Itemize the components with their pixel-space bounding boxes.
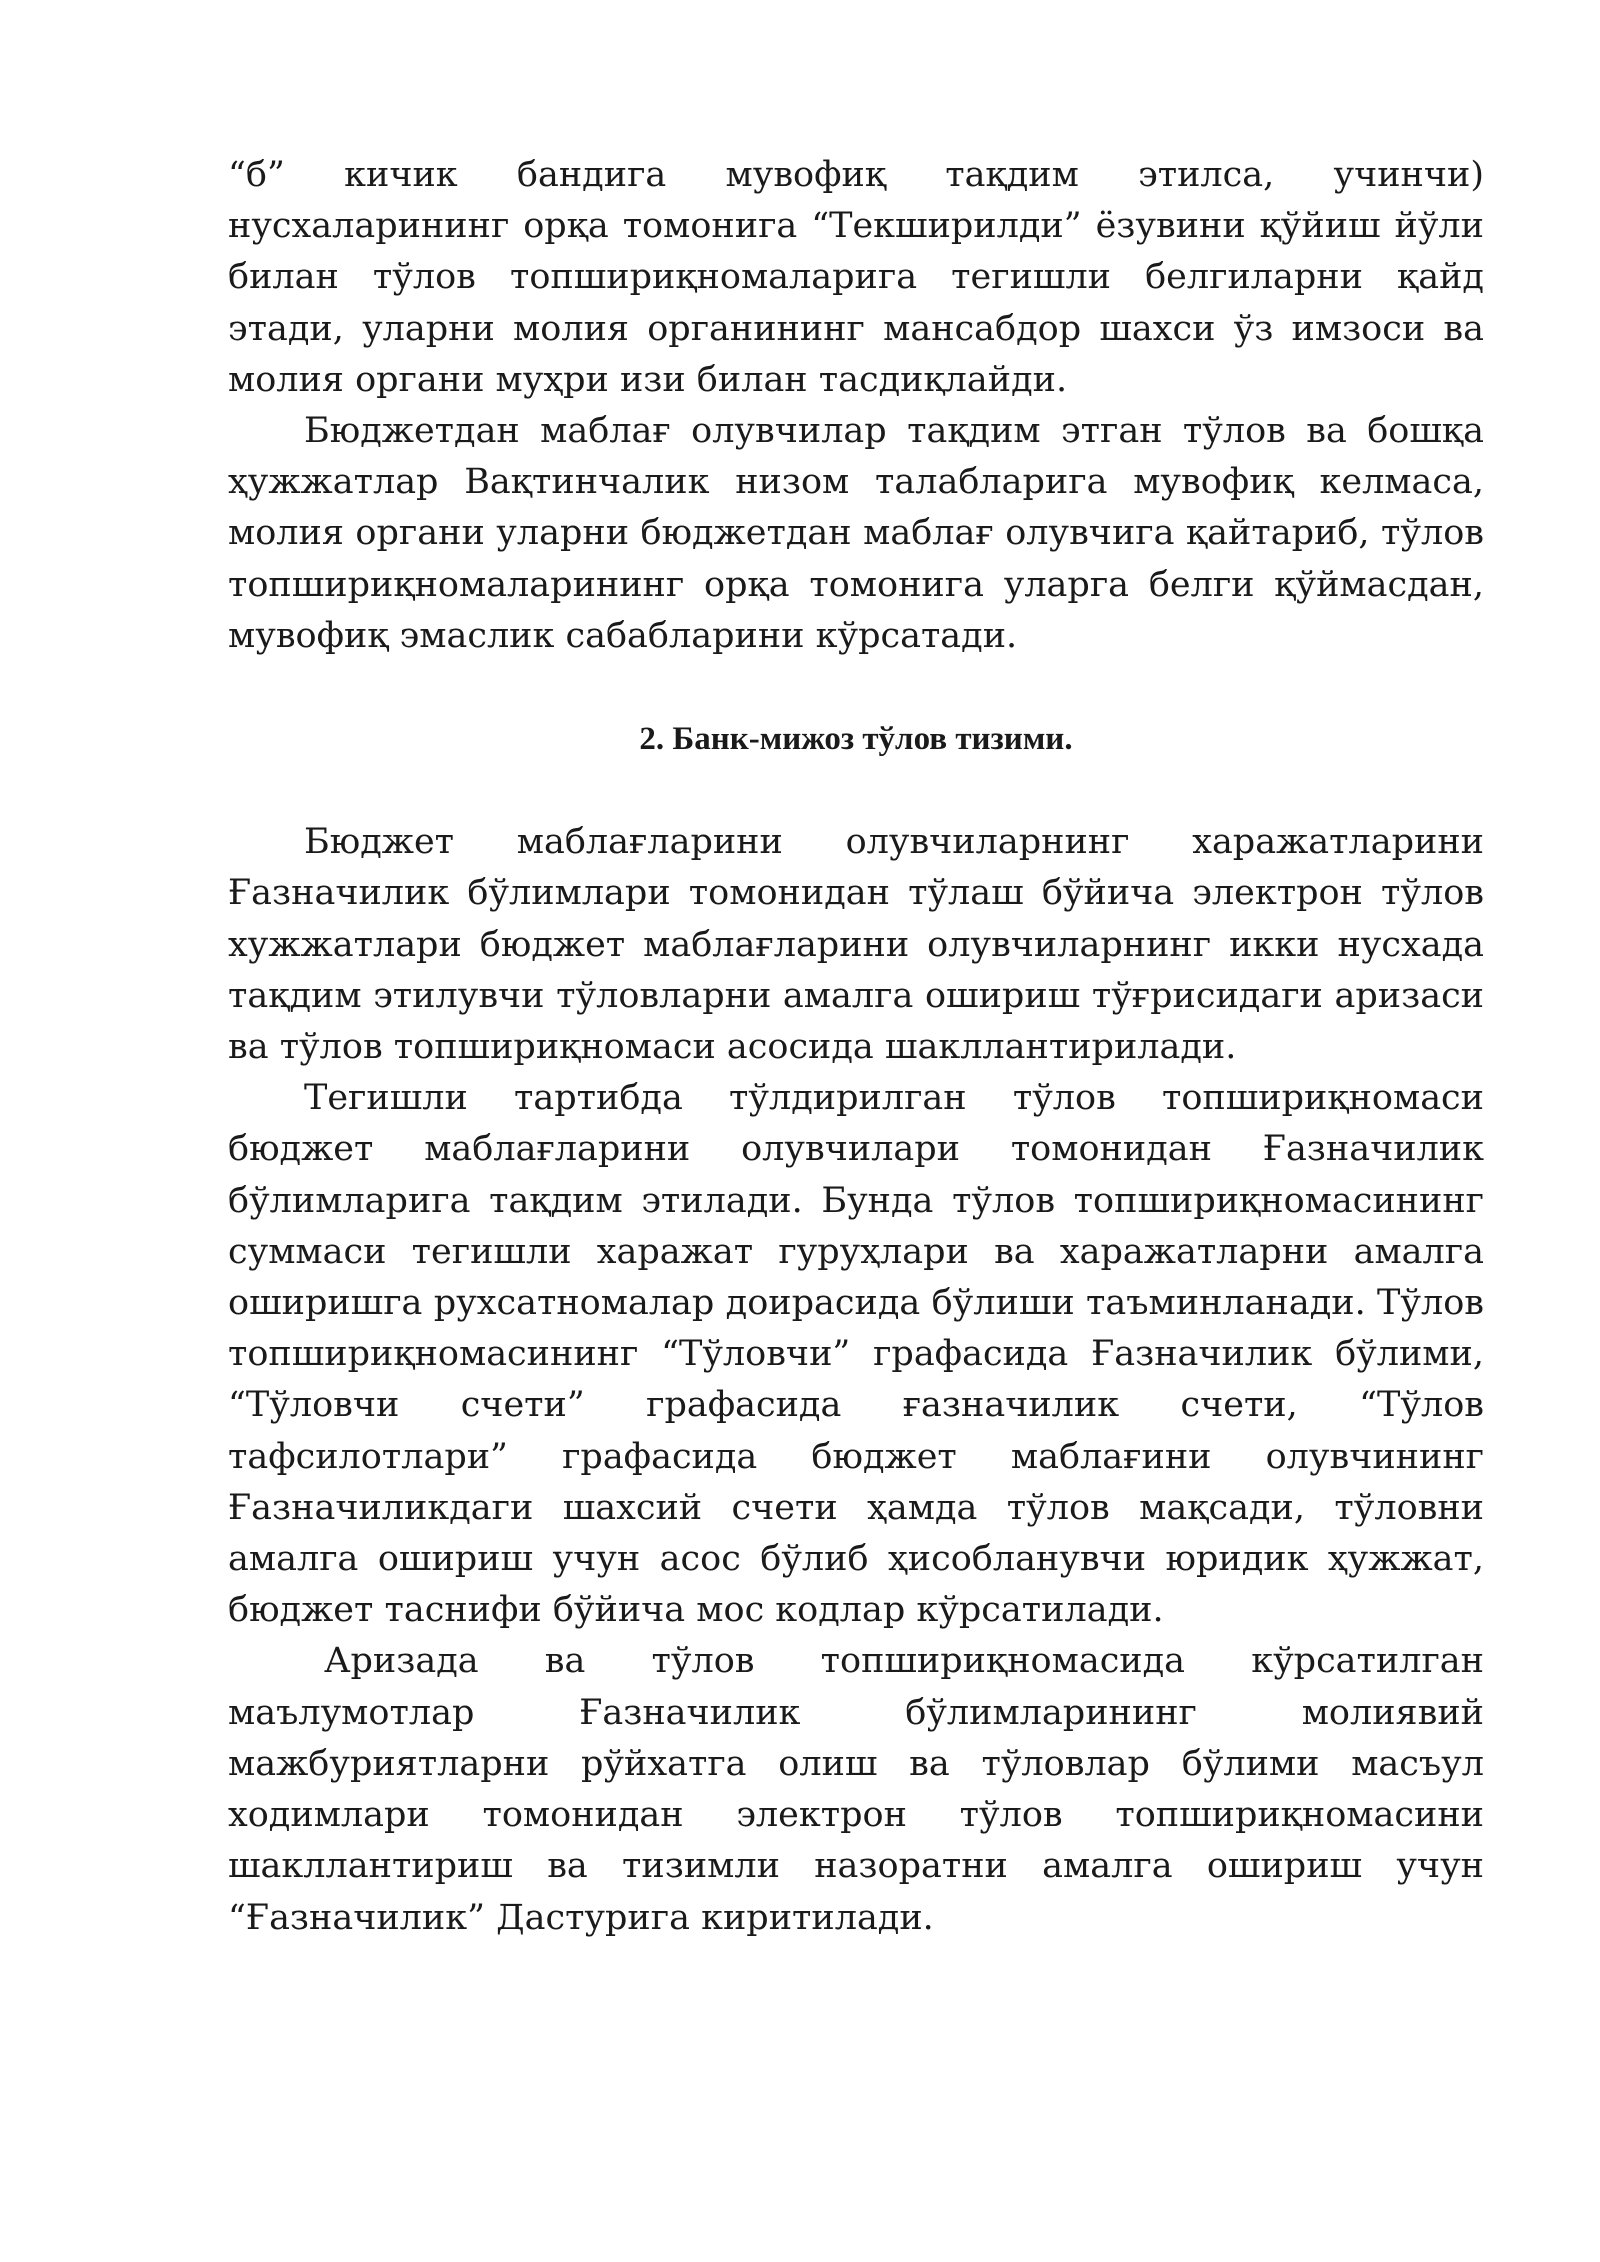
document-body — [228, 150, 1484, 1944]
paragraph-continuation: “б” кичик бандига мувофиқ тақдим этилса, учинчи) нусхаларининг орқа томонига “Текширилди” ёзувини қўйиш йўли билан тўлов топшириқномаларига тегишли белгиларни қайд этади, уларни молия органининг мансабдор шахси ўз имзоси ва молия органи муҳри изи билан тасдиқлайди. — [228, 155, 1484, 400]
paragraph-payment-order: Тегишли тартибда тўлдирилган тўлов топшириқномаси бюджет маблағларини олувчилари томонидан Ғазначилик бўлимларига тақдим этилади. Бунда тўлов топшириқномасининг суммаси тегишли харажат гуруҳлари ва харажатларни амалга оширишга рухсатномалар доирасида бўлиши таъминланади. Тўлов топшириқномасининг “Тўловчи” графасида Ғазначилик бўлими, “Тўловчи счети” графасида ғазначилик счети, “Тўлов тафсилотлари” графасида бюджет маблағини олувчининг Ғазначиликдаги шахсий счети ҳамда тўлов мақсади, тўловни амалга ошириш учун асос бўлиб ҳисобланувчи юридик ҳужжат, бюджет таснифи бўйича мос кодлар кўрсатилади. — [228, 1078, 1484, 1631]
paragraph-rejection: Бюджетдан маблағ олувчилар тақдим этган тўлов ва бошқа ҳужжатлар Вақтинчалик низом талабларига мувофиқ келмаса, молия органи уларни бюджетдан маблағ олувчига қайтариб, тўлов топшириқномаларининг орқа томонига уларга белги қўймасдан, мувофиқ эмаслик сабабларини кўрсатади. — [228, 411, 1484, 656]
section-heading: 2. Банк-мижоз тўлов тизими. — [639, 721, 1073, 758]
paragraph-program-entry: Аризада ва тўлов топшириқномасида кўрсатилган маълумотлар Ғазначилик бўлимларининг молиявий мажбуриятларни рўйхатга олиш ва тўловлар бўлими масъул ходимлари томонидан электрон тўлов топшириқномасини шакллантириш ва тизимли назоратни амалга ошириш учун “Ғазначилик” Дастурига киритилади. — [228, 1641, 1484, 1938]
paragraph-electronic-documents: Бюджет маблағларини олувчиларнинг харажатларини Ғазначилик бўлимлари томонидан тўлаш бўйича электрон тўлов хужжатлари бюджет маблағларини олувчиларнинг икки нусхада тақдим этилувчи тўловларни амалга ошириш тўғрисидаги аризаси ва тўлов топшириқномаси асосида шакллантирилади. — [228, 822, 1484, 1068]
